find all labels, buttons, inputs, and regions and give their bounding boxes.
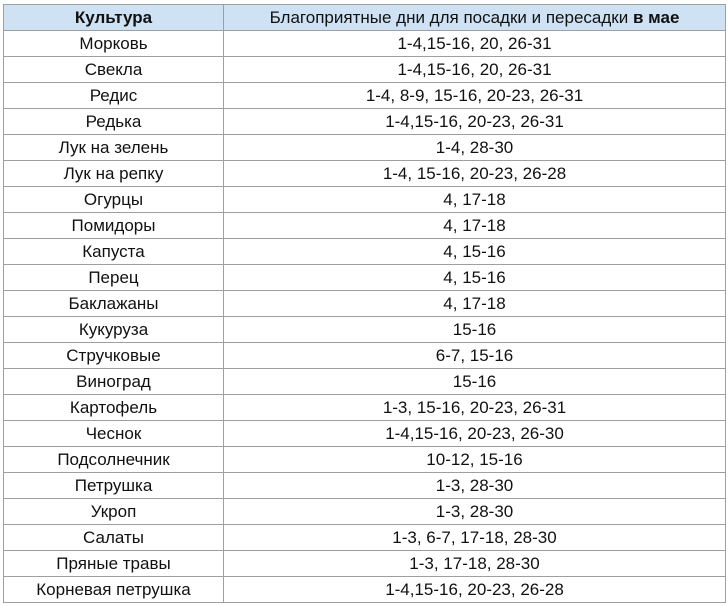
days-cell: 4, 17-18 xyxy=(224,291,726,317)
table-row xyxy=(4,31,726,57)
crop-cell: Огурцы xyxy=(4,187,224,213)
table-body xyxy=(4,31,726,603)
days-cell: 10-12, 15-16 xyxy=(224,447,726,473)
crop-cell: Морковь xyxy=(4,31,224,57)
crop-cell: Стручковые xyxy=(4,343,224,369)
table-row xyxy=(4,83,726,109)
table-row xyxy=(4,525,726,551)
days-cell: 1-3, 28-30 xyxy=(224,473,726,499)
days-cell: 1-4,15-16, 20-23, 26-28 xyxy=(224,577,726,603)
table-row xyxy=(4,369,726,395)
crop-cell: Лук на репку xyxy=(4,161,224,187)
table-row xyxy=(4,499,726,525)
crop-cell: Капуста xyxy=(4,239,224,265)
crop-cell: Салаты xyxy=(4,525,224,551)
days-cell: 4, 15-16 xyxy=(224,265,726,291)
days-cell: 1-3, 6-7, 17-18, 28-30 xyxy=(224,525,726,551)
header-days-month: в мае xyxy=(632,8,680,27)
crop-cell: Перец xyxy=(4,265,224,291)
table-row xyxy=(4,187,726,213)
days-cell: 1-4,15-16, 20, 26-31 xyxy=(224,31,726,57)
crop-cell: Свекла xyxy=(4,57,224,83)
days-cell: 1-3, 17-18, 28-30 xyxy=(224,551,726,577)
days-cell: 4, 17-18 xyxy=(224,187,726,213)
table-row xyxy=(4,421,726,447)
table-row xyxy=(4,343,726,369)
table-row xyxy=(4,577,726,603)
table-row xyxy=(4,213,726,239)
crop-cell: Картофель xyxy=(4,395,224,421)
header-crop: Культура xyxy=(4,5,224,31)
table-row xyxy=(4,317,726,343)
crop-cell: Лук на зелень xyxy=(4,135,224,161)
crop-cell: Виноград xyxy=(4,369,224,395)
table-row xyxy=(4,109,726,135)
header-days-text: Благоприятные дни для посадки и пересадки xyxy=(269,8,629,27)
days-cell: 1-4, 28-30 xyxy=(224,135,726,161)
table-row xyxy=(4,291,726,317)
days-cell: 1-3, 28-30 xyxy=(224,499,726,525)
days-cell: 1-3, 15-16, 20-23, 26-31 xyxy=(224,395,726,421)
table-row xyxy=(4,395,726,421)
days-cell: 1-4, 15-16, 20-23, 26-28 xyxy=(224,161,726,187)
crop-cell: Подсолнечник xyxy=(4,447,224,473)
table-row xyxy=(4,473,726,499)
table-row xyxy=(4,265,726,291)
days-cell: 1-4,15-16, 20-23, 26-31 xyxy=(224,109,726,135)
planting-days-table xyxy=(3,4,726,603)
header-days xyxy=(224,5,726,31)
days-cell: 1-4,15-16, 20, 26-31 xyxy=(224,57,726,83)
days-cell: 15-16 xyxy=(224,369,726,395)
table-row xyxy=(4,447,726,473)
table-row xyxy=(4,135,726,161)
table-header-row xyxy=(4,5,726,31)
crop-cell: Редька xyxy=(4,109,224,135)
table-row xyxy=(4,57,726,83)
crop-cell: Редис xyxy=(4,83,224,109)
crop-cell: Баклажаны xyxy=(4,291,224,317)
table-row xyxy=(4,239,726,265)
table-row xyxy=(4,161,726,187)
table-row xyxy=(4,551,726,577)
days-cell: 6-7, 15-16 xyxy=(224,343,726,369)
crop-cell: Чеснок xyxy=(4,421,224,447)
crop-cell: Укроп xyxy=(4,499,224,525)
crop-cell: Пряные травы xyxy=(4,551,224,577)
crop-cell: Петрушка xyxy=(4,473,224,499)
crop-cell: Помидоры xyxy=(4,213,224,239)
crop-cell: Корневая петрушка xyxy=(4,577,224,603)
days-cell: 1-4,15-16, 20-23, 26-30 xyxy=(224,421,726,447)
days-cell: 15-16 xyxy=(224,317,726,343)
crop-cell: Кукуруза xyxy=(4,317,224,343)
days-cell: 1-4, 8-9, 15-16, 20-23, 26-31 xyxy=(224,83,726,109)
days-cell: 4, 17-18 xyxy=(224,213,726,239)
days-cell: 4, 15-16 xyxy=(224,239,726,265)
